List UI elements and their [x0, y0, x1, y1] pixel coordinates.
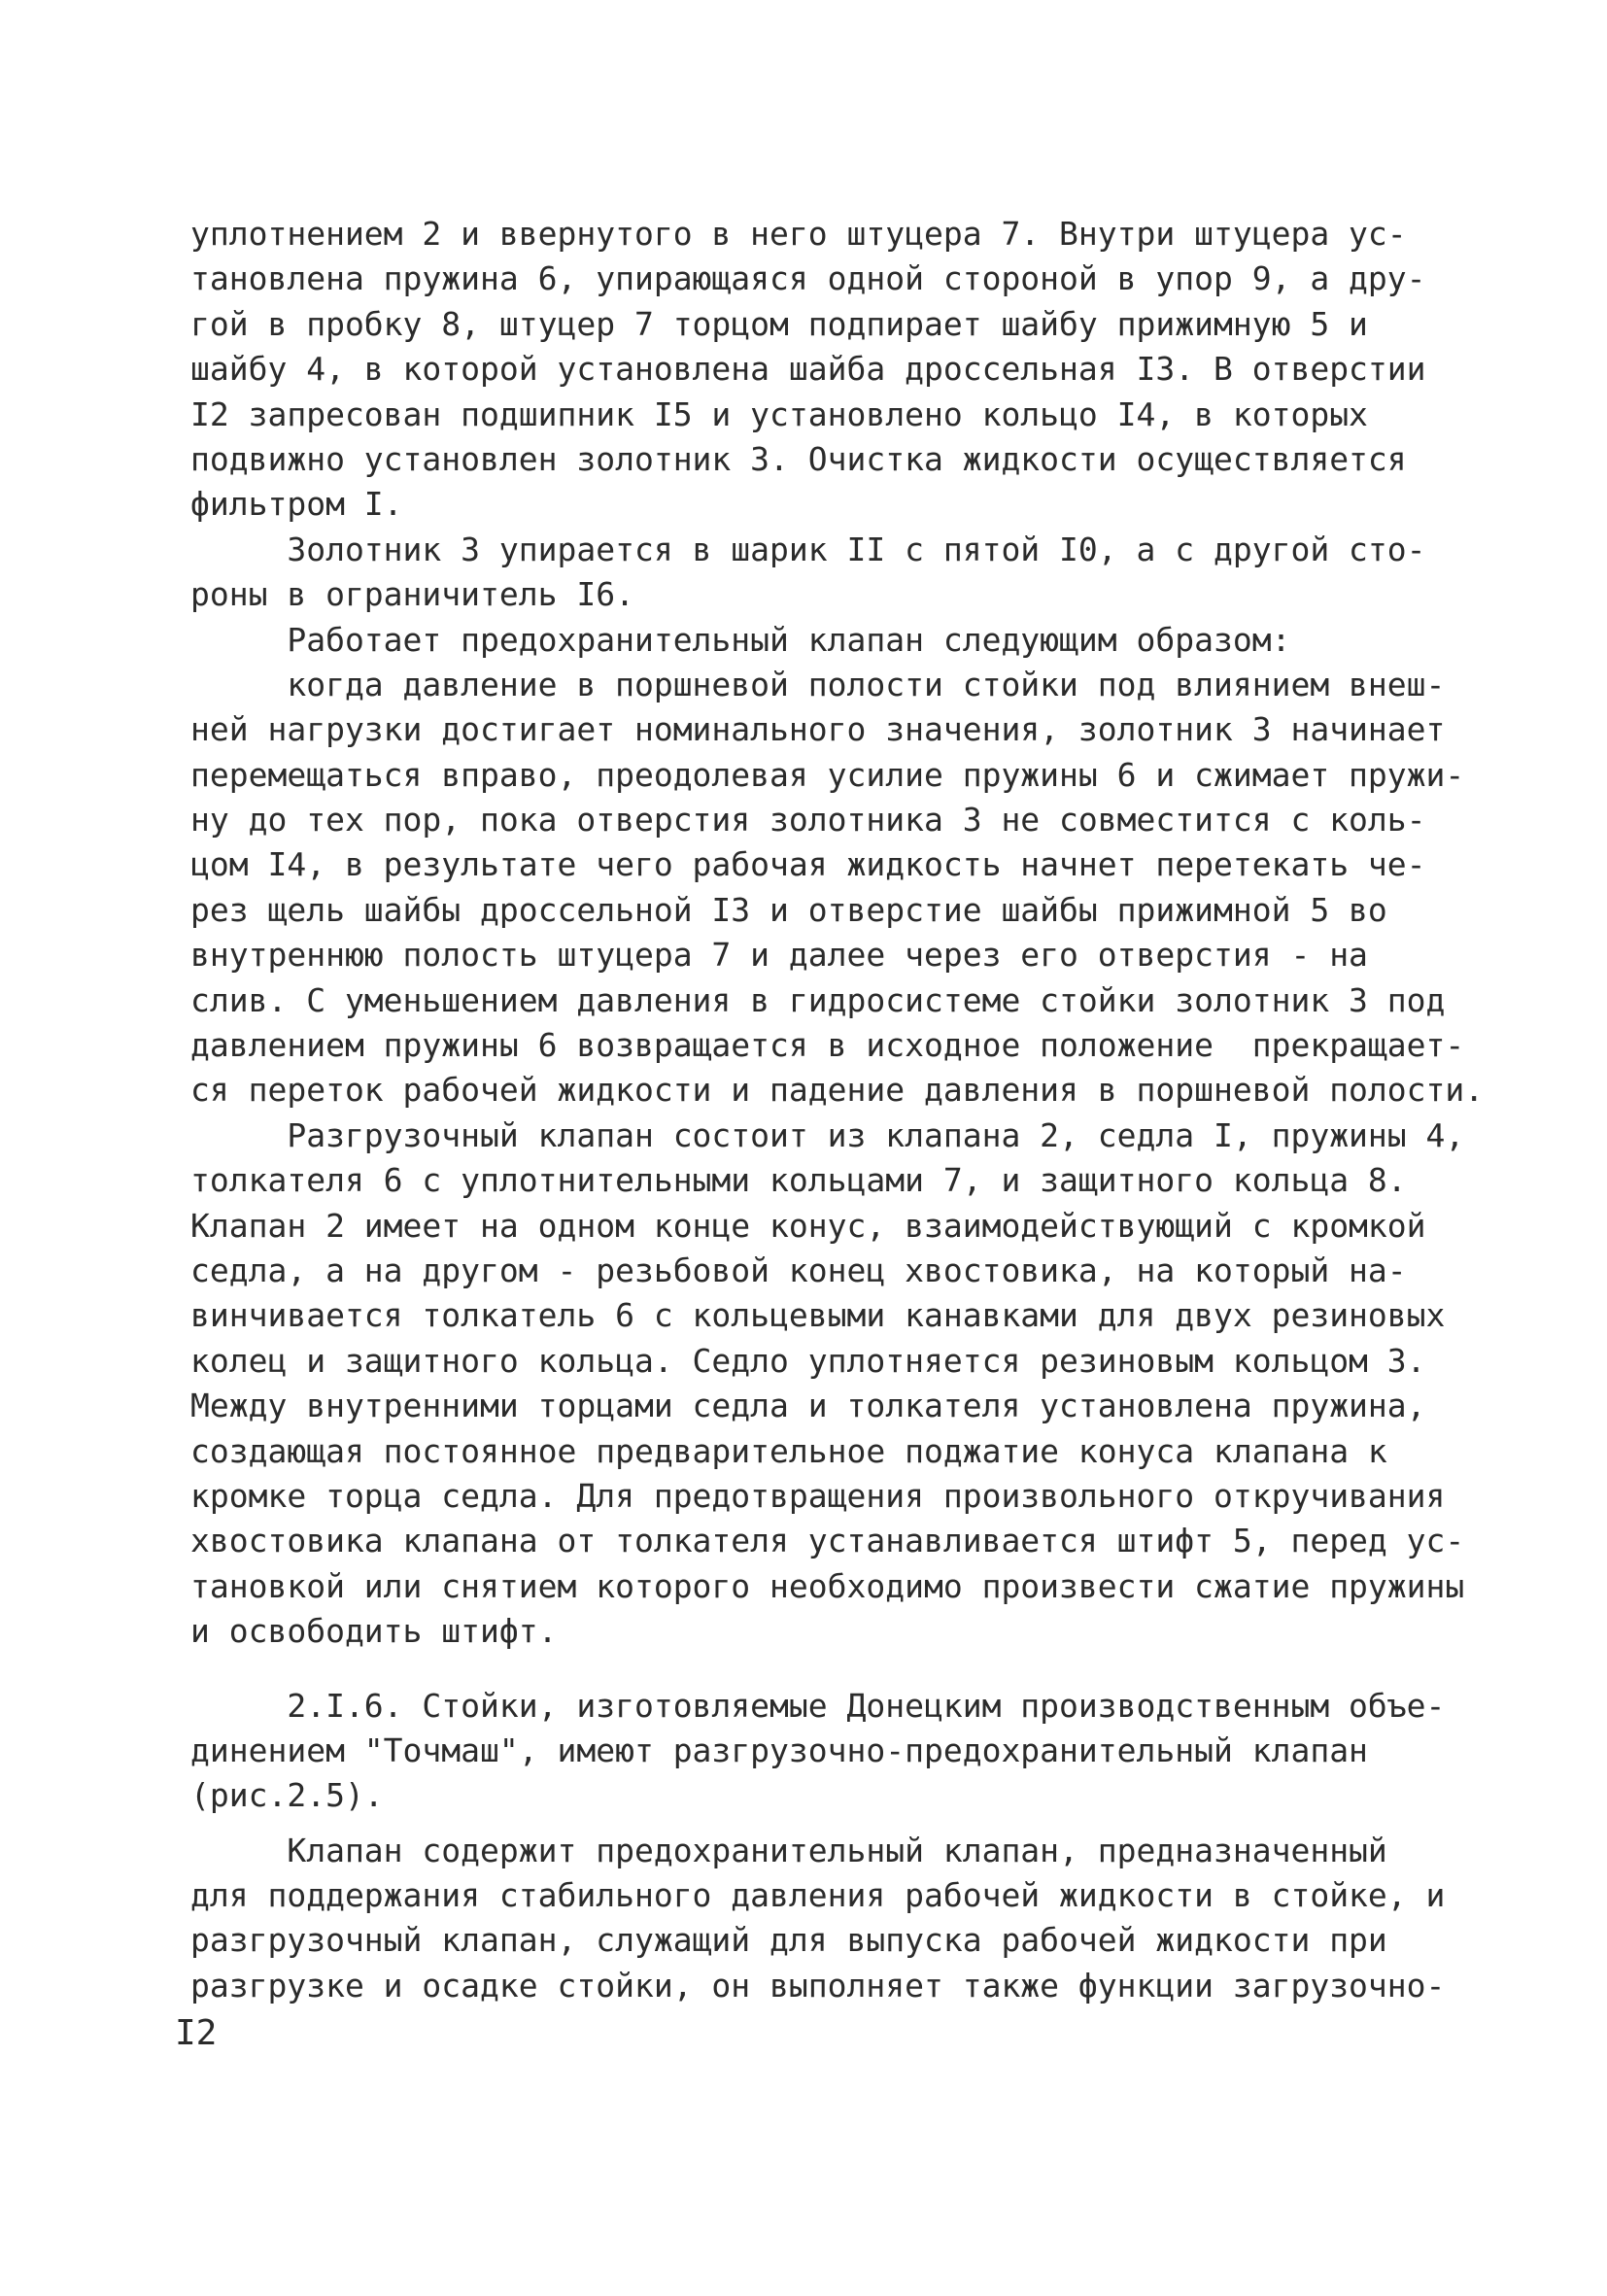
text-line: рез щель шайбы дроссельной I3 и отверстие шайбы прижимной 5 во: [190, 890, 1387, 929]
body-text: [190, 212, 1485, 2008]
text-line: тановлена пружина 6, упирающаяся одной стороной в упор 9, а дру-: [190, 259, 1426, 298]
text-line: кромке торца седла. Для предотвращения произвольного откручивания: [190, 1476, 1446, 1515]
text-line: шайбу 4, в которой установлена шайба дроссельная I3. В отверстии: [190, 350, 1426, 389]
text-line: когда давление в поршневой полости стойки под влиянием внеш-: [190, 665, 1446, 703]
text-line: и освободить штифт.: [190, 1612, 558, 1651]
section-gap: [190, 1655, 1415, 1684]
text-line: роны в ограничитель I6.: [190, 575, 634, 614]
text-line: создающая постоянное предварительное поджатие конуса клапана к: [190, 1431, 1387, 1470]
paragraph-6: [190, 1829, 1446, 2009]
text-line: давлением пружины 6 возвращается в исходное положение прекращает-: [190, 1026, 1465, 1065]
page-number: I2: [175, 2013, 218, 2053]
text-line: разгрузочный клапан, служащий для выпуска рабочей жидкости при: [190, 1921, 1387, 1960]
text-line: Между внутренними торцами седла и толкателя установлена пружина,: [190, 1387, 1426, 1425]
paragraph-4: [190, 1114, 1465, 1655]
text-line: I2 запресован подшипник I5 и установлено кольцо I4, в которых: [190, 394, 1368, 433]
text-line: седла, а на другом - резьбовой конец хвостовика, на который на-: [190, 1251, 1407, 1289]
text-line: Клапан 2 имеет на одном конце конус, взаимодействующий с кромкой: [190, 1206, 1426, 1245]
paragraph-2: [190, 528, 1426, 618]
text-line: ся переток рабочей жидкости и падение давления в поршневой полости.: [190, 1071, 1485, 1110]
text-line: Разгрузочный клапан состоит из клапана 2, седла I, пружины 4,: [190, 1115, 1465, 1154]
paragraph-3: [190, 618, 1485, 1114]
text-line: ней нагрузки достигает номинального значения, золотник 3 начинает: [190, 710, 1446, 749]
text-line: уплотнением 2 и ввернутого в него штуцера 7. Внутри штуцера ус-: [190, 215, 1407, 253]
text-line: перемещаться вправо, преодолевая усилие пружины 6 и сжимает пружи-: [190, 755, 1465, 794]
text-line: колец и защитного кольца. Седло уплотняется резиновым кольцом 3.: [190, 1341, 1426, 1380]
text-line: тановкой или снятием которого необходимо произвести сжатие пружины: [190, 1566, 1465, 1605]
text-line: ну до тех пор, пока отверстия золотника 3 не совместится с коль-: [190, 801, 1426, 840]
text-line: подвижно установлен золотник 3. Очистка жидкости осуществляется: [190, 439, 1407, 478]
paragraph-5: [190, 1684, 1446, 1819]
text-line: внутреннюю полость штуцера 7 и далее через его отверстия - на: [190, 936, 1368, 975]
text-line: толкателя 6 с уплотнительными кольцами 7, и защитного кольца 8.: [190, 1161, 1407, 1200]
section-gap: [190, 1819, 1415, 1829]
text-line: (рис.2.5).: [190, 1776, 384, 1815]
text-line: Работает предохранительный клапан следующим образом:: [190, 620, 1291, 659]
text-line: разгрузке и осадке стойки, он выполняет также функции загрузочно-: [190, 1966, 1446, 2005]
text-line: Клапан содержит предохранительный клапан, предназначенный: [190, 1831, 1387, 1869]
text-line: фильтром I.: [190, 485, 403, 524]
text-line: цом I4, в результате чего рабочая жидкость начнет перетекать че-: [190, 845, 1426, 884]
text-line: динением "Точмаш", имеют разгрузочно-предохранительный клапан: [190, 1731, 1368, 1769]
text-line: для поддержания стабильного давления рабочей жидкости в стойке, и: [190, 1876, 1446, 1915]
text-line: гой в пробку 8, штуцер 7 торцом подпирает шайбу прижимную 5 и: [190, 304, 1368, 343]
text-line: Золотник 3 упирается в шарик II с пятой I0, а с другой сто-: [190, 530, 1426, 568]
paragraph-1: [190, 212, 1426, 528]
text-line: винчивается толкатель 6 с кольцевыми канавками для двух резиновых: [190, 1296, 1446, 1335]
text-line: хвостовика клапана от толкателя устанавливается штифт 5, перед ус-: [190, 1522, 1465, 1560]
text-line: 2.I.6. Стойки, изготовляемые Донецким производственным объе-: [190, 1686, 1446, 1725]
text-line: слив. С уменьшением давления в гидросистеме стойки золотник 3 под: [190, 980, 1446, 1019]
